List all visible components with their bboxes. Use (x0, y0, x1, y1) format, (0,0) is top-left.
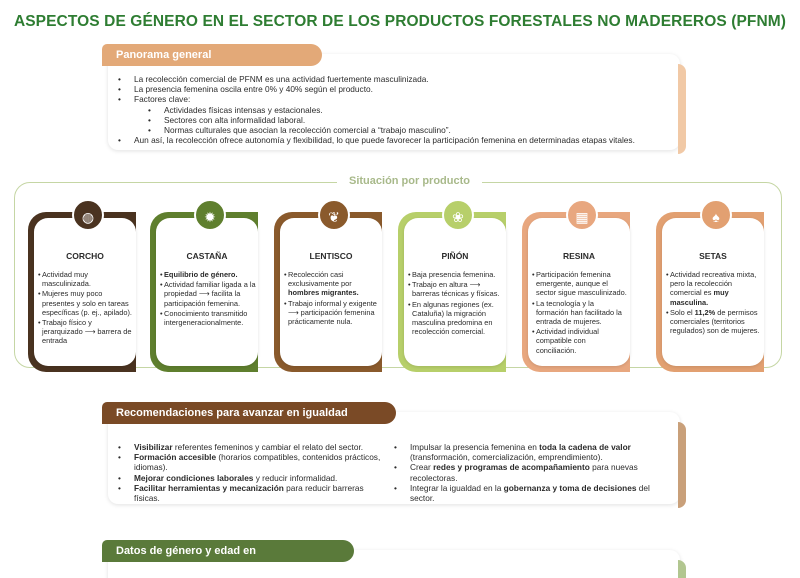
list-item: • La recolección comercial de PFNM es una actividad fuertemente masculinizada. (108, 74, 668, 84)
product-card-lentisco (274, 209, 382, 372)
pine-nut-icon: ❀ (442, 199, 474, 231)
product-name: PIÑÓN (441, 251, 469, 261)
product-facts (666, 270, 762, 336)
list-item: • Integrar la igualdad en la gobernanza y toma de decisiones del sector. (384, 483, 660, 503)
card-body (34, 209, 136, 366)
product-name: LENTISCO (309, 251, 353, 261)
product-name: RESINA (562, 251, 596, 261)
list-item: • Actividad familiar ligada a la propiedad ⟶ facilita la participación femenina. (160, 280, 256, 308)
list-item: • Equilibrio de género. (160, 270, 256, 279)
product-facts (284, 270, 380, 327)
recommendations-left-list (108, 442, 388, 503)
mushroom-icon: ♠ (700, 199, 732, 231)
list-item: • Mejorar condiciones laborales y reducir informalidad. (108, 473, 388, 483)
product-card-resina (522, 209, 630, 372)
product-facts (408, 270, 504, 337)
recommendations-section (108, 407, 680, 504)
product-card-setas (656, 209, 764, 372)
page-title: ASPECTOS DE GÉNERO EN EL SECTOR DE LOS PRODUCTOS FORESTALES NO MADEREROS (PFNM) (13, 13, 787, 30)
resin-icon: ▦ (566, 199, 598, 231)
product-card-castaña (150, 209, 258, 372)
list-item: • Visibilizar referentes femeninos y cambiar el relato del sector. (108, 442, 388, 452)
list-item: • Crear redes y programas de acompañamiento para nuevas recolectoras. (384, 462, 660, 482)
product-card-corcho (28, 209, 136, 372)
list-item: • Actividad individual compatible con conciliación. (532, 327, 628, 355)
product-facts (532, 270, 628, 356)
card-body (280, 209, 382, 366)
product-name: CASTAÑA (186, 251, 228, 261)
list-item: • Actividades físicas intensas y estacionales. (108, 105, 668, 115)
list-item: • Baja presencia femenina. (408, 270, 504, 279)
list-item: • Recolección casi exclusivamente por hombres migrantes. (284, 270, 380, 298)
product-facts (160, 270, 256, 328)
data-section (108, 545, 680, 578)
list-item: • Conocimiento transmitido intergeneracionalmente. (160, 309, 256, 327)
panorama-list (108, 74, 668, 145)
list-item: • Impulsar la presencia femenina en toda la cadena de valor (transformación, comercialización, emprendimiento). (384, 442, 660, 462)
list-item: • Participación femenina emergente, aunque el sector sigue masculinizado. (532, 270, 628, 298)
recommendations-heading: Recomendaciones para avanzar en igualdad (102, 402, 396, 424)
product-name: CORCHO (66, 251, 104, 261)
list-item: • La tecnología y la formación han facilitado la entrada de mujeres. (532, 299, 628, 327)
products-heading: Situación por producto (337, 175, 482, 187)
list-item: • Trabajo informal y exigente ⟶ participación femenina prácticamente nula. (284, 299, 380, 327)
list-item: • Actividad muy masculinizada. (38, 270, 134, 288)
cork-icon: ◍ (72, 199, 104, 231)
product-facts (38, 270, 134, 347)
list-item: • Actividad recreativa mixta, pero la recolección comercial es muy masculina. (666, 270, 762, 307)
list-item: • En algunas regiones (ex. Cataluña) la migración masculina predomina en recolección comercial. (408, 300, 504, 337)
data-heading: Datos de género y edad en IMFOREST (102, 540, 354, 562)
chestnut-icon: ✹ (194, 199, 226, 231)
recommendations-right-list (384, 442, 660, 503)
list-item: • Formación accesible (horarios compatibles, contenidos prácticos, idiomas). (108, 452, 388, 472)
list-item: • Mujeres muy poco presentes y solo en tareas específicas (p. ej., apilado). (38, 289, 134, 317)
list-item: • Trabajo en altura ⟶ barreras técnicas y físicas. (408, 280, 504, 298)
list-item: • La presencia femenina oscila entre 0% y 40% según el producto. (108, 84, 668, 94)
panorama-section (108, 49, 680, 150)
list-item: • Factores clave: (108, 94, 668, 104)
product-name: SETAS (699, 251, 727, 261)
card-body (404, 209, 506, 366)
card-body (662, 209, 764, 366)
panorama-heading: Panorama general (102, 44, 322, 66)
list-item: • Aun así, la recolección ofrece autonomía y flexibilidad, lo que puede favorecer la participación femenina en determinadas etapas vitales. (108, 135, 668, 145)
list-item: • Facilitar herramientas y mecanización para reducir barreras físicas. (108, 483, 388, 503)
product-card-piñón (398, 209, 506, 372)
card-body (528, 209, 630, 366)
list-item: • Sectores con alta informalidad laboral. (108, 115, 668, 125)
list-item: • Solo el 11,2% de permisos comerciales (territorios regulados) son de mujeres. (666, 308, 762, 336)
list-item: • Trabajo físico y jerarquizado ⟶ barrera de entrada (38, 318, 134, 346)
lentisk-icon: ❦ (318, 199, 350, 231)
card-body (156, 209, 258, 366)
list-item: • Normas culturales que asocian la recolección comercial a “trabajo masculino”. (108, 125, 668, 135)
